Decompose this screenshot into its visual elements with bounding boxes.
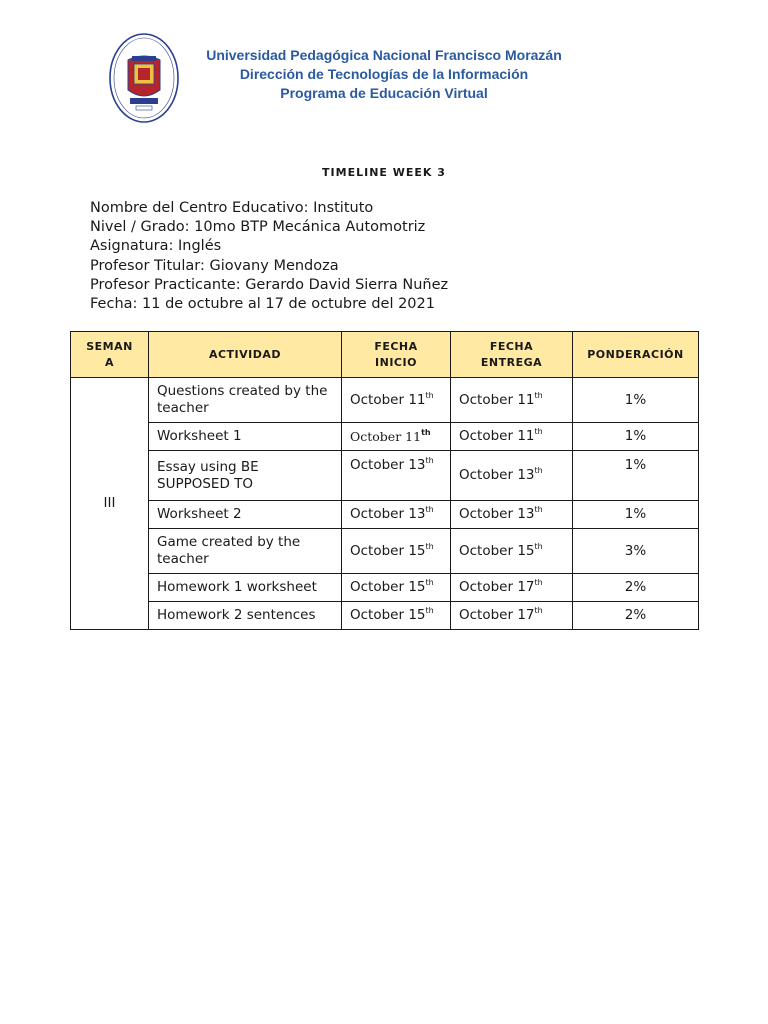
actividad-cell: Questions created by the teacher	[149, 378, 342, 423]
ponderacion-cell: 1%	[573, 423, 699, 451]
header-ponderacion: PONDERACIÓN	[573, 332, 699, 378]
table-row	[71, 451, 699, 501]
fecha-inicio-cell: October 15th	[342, 602, 451, 630]
institution-header	[190, 46, 578, 103]
ponderacion-cell: 1%	[573, 501, 699, 529]
fecha-inicio-cell: October 15th	[342, 574, 451, 602]
university-seal-logo	[108, 32, 180, 124]
fecha-inicio-cell: October 11th	[342, 423, 451, 451]
table-row	[71, 378, 699, 423]
fecha-entrega-cell: October 11th	[451, 378, 573, 423]
fecha-entrega-cell: October 17th	[451, 574, 573, 602]
info-fecha: Fecha: 11 de octubre al 17 de octubre del 2021	[90, 296, 435, 313]
fecha-inicio-cell: October 13th	[342, 451, 451, 501]
info-asignatura: Asignatura: Inglés	[90, 238, 222, 255]
actividad-cell: Homework 1 worksheet	[149, 574, 342, 602]
program-name: Programa de Educación Virtual	[280, 85, 488, 101]
ponderacion-cell: 1%	[573, 451, 699, 501]
table-row	[71, 529, 699, 574]
course-info	[90, 199, 448, 314]
info-titular: Profesor Titular: Giovany Mendoza	[90, 257, 339, 274]
info-practicante: Profesor Practicante: Gerardo David Sierra Nuñez	[90, 276, 449, 293]
fecha-entrega-cell: October 15th	[451, 529, 573, 574]
institution-name: Universidad Pedagógica Nacional Francisco Morazán	[206, 47, 562, 63]
fecha-entrega-cell: October 11th	[451, 423, 573, 451]
table-row	[71, 423, 699, 451]
actividad-cell: Worksheet 2	[149, 501, 342, 529]
ponderacion-cell: 3%	[573, 529, 699, 574]
timeline-table	[70, 331, 699, 630]
fecha-inicio-cell: October 13th	[342, 501, 451, 529]
department-name: Dirección de Tecnologías de la Información	[239, 66, 529, 82]
header-fecha-inicio: FECHA INICIO	[342, 332, 451, 378]
table-row	[71, 602, 699, 630]
header-fecha-entrega: FECHA ENTREGA	[451, 332, 573, 378]
fecha-entrega-cell: October 13th	[451, 451, 573, 501]
table-row	[71, 574, 699, 602]
ponderacion-cell: 2%	[573, 574, 699, 602]
table-header-row	[71, 332, 699, 378]
actividad-cell: Homework 2 sentences	[149, 602, 342, 630]
fecha-entrega-cell: October 17th	[451, 602, 573, 630]
info-centro: Nombre del Centro Educativo: Instituto	[90, 200, 374, 216]
actividad-cell: Essay using BE SUPPOSED TO	[149, 451, 342, 501]
actividad-cell: Worksheet 1	[149, 423, 342, 451]
table-row	[71, 501, 699, 529]
info-nivel: Nivel / Grado: 10mo BTP Mecánica Automotriz	[90, 219, 426, 236]
fecha-inicio-cell: October 15th	[342, 529, 451, 574]
header-actividad: ACTIVIDAD	[149, 332, 342, 378]
fecha-entrega-cell: October 13th	[451, 501, 573, 529]
actividad-cell: Game created by the teacher	[149, 529, 342, 574]
document-title: TIMELINE WEEK 3	[322, 166, 446, 179]
header-semana: SEMAN A	[71, 332, 149, 378]
fecha-inicio-cell: October 11th	[342, 378, 451, 423]
semana-cell: III	[71, 378, 149, 630]
ponderacion-cell: 2%	[573, 602, 699, 630]
ponderacion-cell: 1%	[573, 378, 699, 423]
